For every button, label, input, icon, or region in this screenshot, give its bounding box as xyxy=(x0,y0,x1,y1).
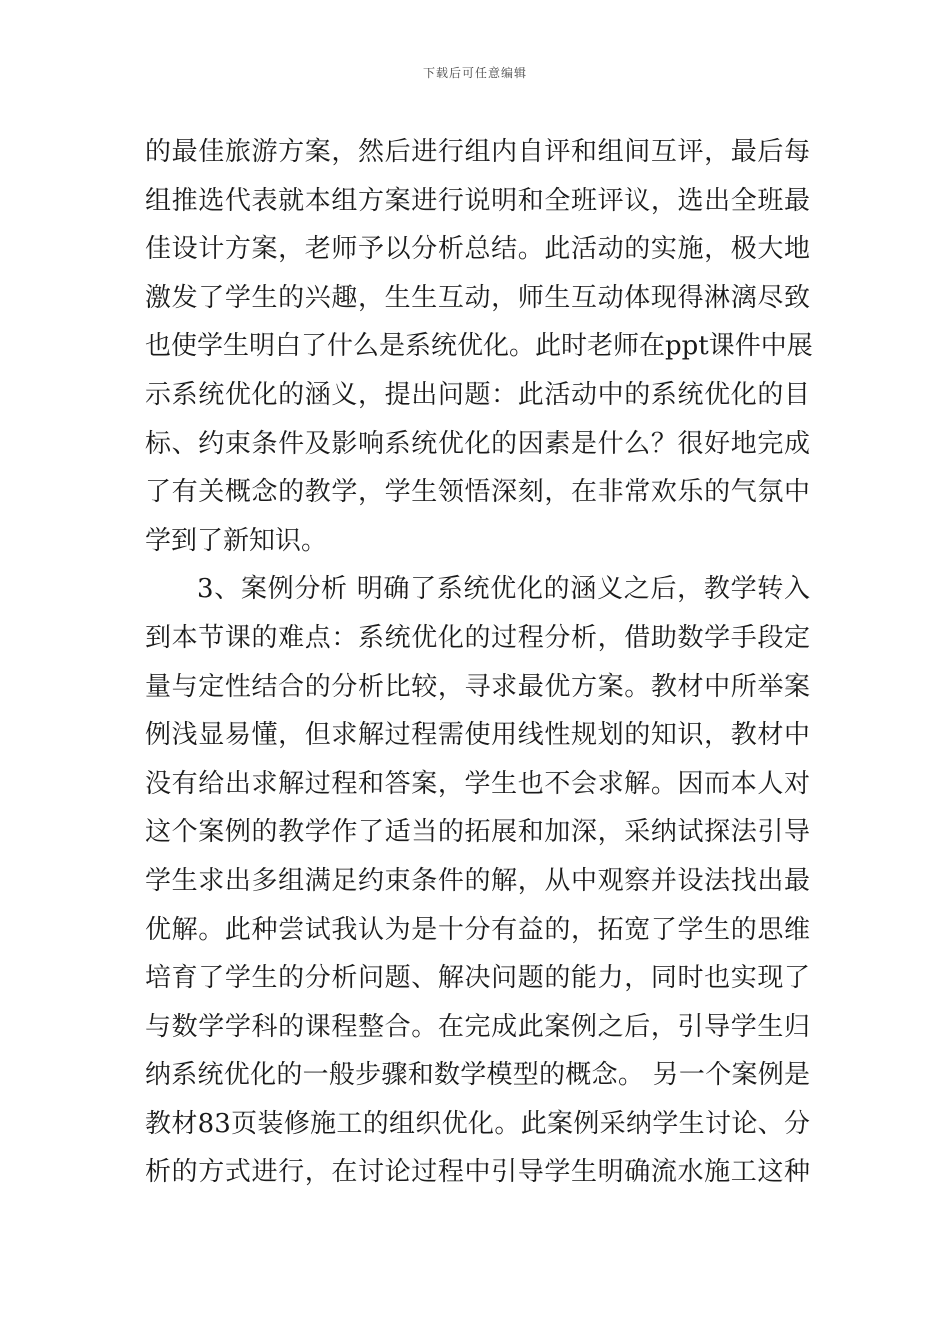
text-line: 析的方式进行，在讨论过程中引导学生明确流水施工这种 xyxy=(145,1157,810,1188)
body-text xyxy=(145,128,813,1197)
text-line: 优解。此种尝试我认为是十分有益的，拓宽了学生的思维 xyxy=(145,914,810,945)
text-line: 也使学生明白了什么是系统优化。此时老师在ppt课件中展 xyxy=(145,331,813,362)
text-line: 学生求出多组满足约束条件的解，从中观察并设法找出最 xyxy=(145,865,810,896)
text-line: 激发了学生的兴趣，生生互动，师生互动体现得淋漓尽致 xyxy=(145,282,810,313)
text-line: 这个案例的教学作了适当的拓展和加深，采纳试探法引导 xyxy=(145,817,810,848)
text-line: 培育了学生的分析问题、解决问题的能力，同时也实现了 xyxy=(145,963,810,994)
text-line: 示系统优化的涵义，提出问题：此活动中的系统优化的目 xyxy=(145,379,810,410)
paragraph-end-line: 学到了新知识。 xyxy=(145,525,328,556)
text-line: 纳系统优化的一般步骤和数学模型的概念。 另一个案例是 xyxy=(145,1060,810,1091)
text-line: 例浅显易懂，但求解过程需使用线性规划的知识，教材中 xyxy=(145,720,810,751)
text-line: 没有给出求解过程和答案，学生也不会求解。因而本人对 xyxy=(145,768,810,799)
text-line: 组推选代表就本组方案进行说明和全班评议，选出全班最 xyxy=(145,185,810,216)
text-line: 教材83页装修施工的组织优化。此案例采纳学生讨论、分 xyxy=(145,1108,810,1139)
text-line: 佳设计方案，老师予以分析总结。此活动的实施，极大地 xyxy=(145,234,810,265)
paragraph-start-line: 3、案例分析 明确了系统优化的涵义之后，教学转入 xyxy=(197,574,810,605)
text-line: 标、约束条件及影响系统优化的因素是什么？很好地完成 xyxy=(145,428,810,459)
text-line: 与数学学科的课程整合。在完成此案例之后，引导学生归 xyxy=(145,1011,810,1042)
text-line: 量与定性结合的分析比较，寻求最优方案。教材中所举案 xyxy=(145,671,810,702)
page-header: 下载后可任意编辑 xyxy=(422,66,527,80)
text-line: 的最佳旅游方案，然后进行组内自评和组间互评，最后每 xyxy=(145,137,810,167)
text-line: 了有关概念的教学，学生领悟深刻，在非常欢乐的气氛中 xyxy=(145,477,810,508)
text-line: 到本节课的难点：系统优化的过程分析，借助数学手段定 xyxy=(145,622,810,653)
